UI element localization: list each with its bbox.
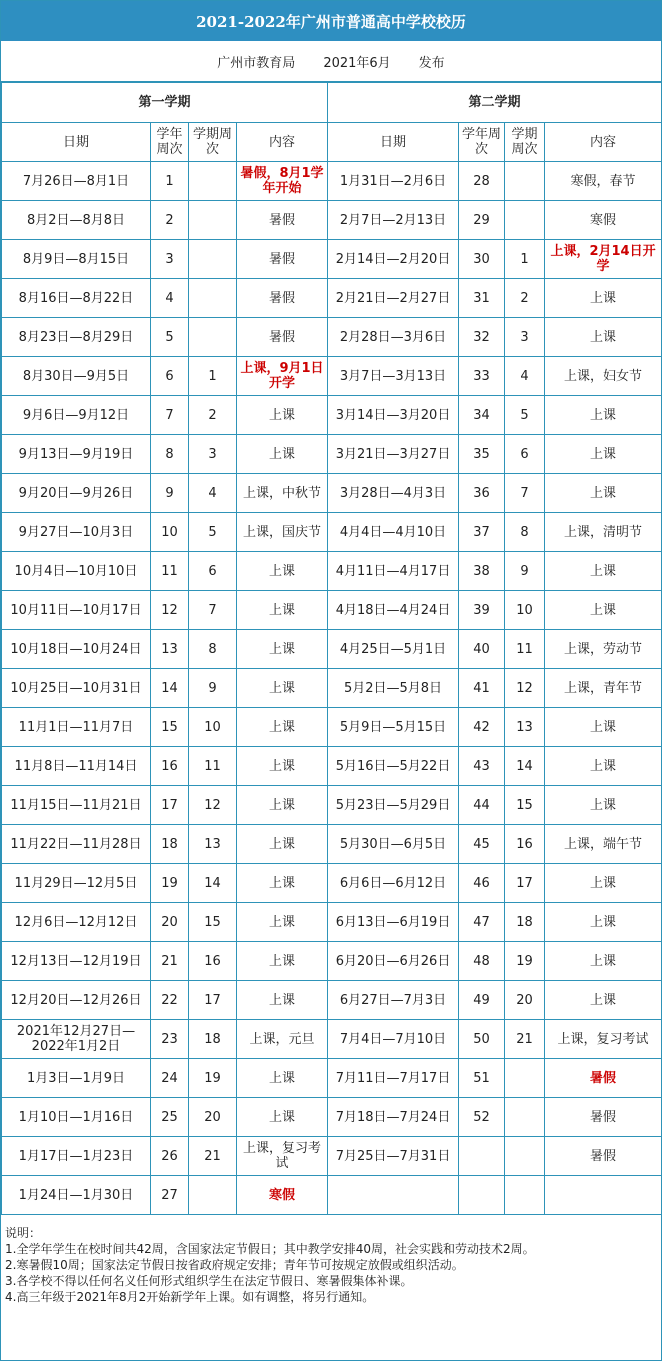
first-date-cell: 8月30日—9月5日 (2, 357, 151, 396)
col-header-date-2: 日期 (328, 123, 459, 162)
first-term-week-cell: 15 (189, 903, 237, 942)
first-school-week-cell: 23 (151, 1020, 189, 1059)
table-row (2, 864, 662, 903)
first-date-cell: 10月11日—10月17日 (2, 591, 151, 630)
second-content-cell: 上课，端午节 (545, 825, 662, 864)
first-date-cell: 8月9日—8月15日 (2, 240, 151, 279)
first-term-week-cell: 5 (189, 513, 237, 552)
second-date-cell: 7月25日—7月31日 (328, 1137, 459, 1176)
first-school-week-cell: 7 (151, 396, 189, 435)
table-row (2, 1020, 662, 1059)
first-term-week-cell: 14 (189, 864, 237, 903)
second-school-week-cell: 31 (459, 279, 505, 318)
second-content-cell: 上课 (545, 981, 662, 1020)
first-school-week-cell: 19 (151, 864, 189, 903)
second-school-week-cell: 48 (459, 942, 505, 981)
table-row (2, 708, 662, 747)
first-school-week-cell: 6 (151, 357, 189, 396)
first-term-week-cell: 7 (189, 591, 237, 630)
second-school-week-cell: 40 (459, 630, 505, 669)
second-school-week-cell: 50 (459, 1020, 505, 1059)
table-row (2, 201, 662, 240)
first-content-cell: 暑假 (237, 240, 328, 279)
first-date-cell: 10月25日—10月31日 (2, 669, 151, 708)
second-content-cell: 寒假，春节 (545, 162, 662, 201)
second-date-cell: 5月9日—5月15日 (328, 708, 459, 747)
first-term-week-cell: 12 (189, 786, 237, 825)
second-date-cell: 4月11日—4月17日 (328, 552, 459, 591)
second-date-cell: 6月13日—6月19日 (328, 903, 459, 942)
first-content-cell: 上课 (237, 981, 328, 1020)
first-school-week-cell: 14 (151, 669, 189, 708)
second-school-week-cell: 29 (459, 201, 505, 240)
first-content-cell: 暑假 (237, 279, 328, 318)
second-date-cell: 6月20日—6月26日 (328, 942, 459, 981)
second-date-cell: 1月31日—2月6日 (328, 162, 459, 201)
first-term-week-cell: 18 (189, 1020, 237, 1059)
first-content-cell: 上课 (237, 630, 328, 669)
second-date-cell: 5月30日—6月5日 (328, 825, 459, 864)
table-row (2, 786, 662, 825)
second-school-week-cell: 51 (459, 1059, 505, 1098)
table-row (2, 591, 662, 630)
second-school-week-cell: 42 (459, 708, 505, 747)
table-row (2, 162, 662, 201)
second-term-week-cell: 17 (505, 864, 545, 903)
first-term-week-cell: 3 (189, 435, 237, 474)
note-item: 2.寒暑假10周；国家法定节假日按省政府规定安排；青年节可按规定放假或组织活动。 (5, 1258, 464, 1272)
table-row (2, 630, 662, 669)
second-term-week-cell: 2 (505, 279, 545, 318)
first-content-cell: 上课 (237, 1098, 328, 1137)
first-content-cell: 上课 (237, 435, 328, 474)
first-school-week-cell: 24 (151, 1059, 189, 1098)
second-date-cell: 3月21日—3月27日 (328, 435, 459, 474)
first-content-cell: 上课 (237, 864, 328, 903)
table-row (2, 552, 662, 591)
second-school-week-cell: 38 (459, 552, 505, 591)
second-school-week-cell: 52 (459, 1098, 505, 1137)
second-term-week-cell: 9 (505, 552, 545, 591)
first-term-week-cell: 8 (189, 630, 237, 669)
first-semester-heading: 第一学期 (2, 83, 328, 123)
second-school-week-cell: 39 (459, 591, 505, 630)
first-school-week-cell: 17 (151, 786, 189, 825)
second-term-week-cell: 20 (505, 981, 545, 1020)
second-content-cell: 上课 (545, 591, 662, 630)
table-row (2, 396, 662, 435)
col-header-date: 日期 (2, 123, 151, 162)
second-content-cell: 上课 (545, 474, 662, 513)
second-content-cell: 上课，复习考试 (545, 1020, 662, 1059)
first-content-cell: 上课，元旦 (237, 1020, 328, 1059)
second-school-week-cell: 32 (459, 318, 505, 357)
col-header-content: 内容 (237, 123, 328, 162)
second-content-cell (545, 1176, 662, 1215)
second-term-week-cell: 4 (505, 357, 545, 396)
calendar-table (1, 82, 662, 1215)
second-content-cell: 上课 (545, 903, 662, 942)
first-content-cell: 上课 (237, 747, 328, 786)
first-date-cell: 1月3日—1月9日 (2, 1059, 151, 1098)
first-content-cell: 暑假 (237, 318, 328, 357)
second-term-week-cell: 14 (505, 747, 545, 786)
second-date-cell: 4月18日—4月24日 (328, 591, 459, 630)
second-school-week-cell: 33 (459, 357, 505, 396)
second-content-cell: 上课，青年节 (545, 669, 662, 708)
first-content-cell: 上课 (237, 396, 328, 435)
second-school-week-cell (459, 1137, 505, 1176)
second-term-week-cell: 21 (505, 1020, 545, 1059)
second-term-week-cell: 8 (505, 513, 545, 552)
table-row (2, 903, 662, 942)
first-date-cell: 10月4日—10月10日 (2, 552, 151, 591)
second-term-week-cell (505, 1098, 545, 1137)
col-header-term-week-2: 学期周次 (505, 123, 545, 162)
first-term-week-cell: 10 (189, 708, 237, 747)
first-term-week-cell (189, 162, 237, 201)
second-content-cell: 上课 (545, 864, 662, 903)
second-date-cell: 3月28日—4月3日 (328, 474, 459, 513)
second-date-cell: 5月23日—5月29日 (328, 786, 459, 825)
first-school-week-cell: 9 (151, 474, 189, 513)
first-date-cell: 12月20日—12月26日 (2, 981, 151, 1020)
col-header-school-week-2: 学年周次 (459, 123, 505, 162)
first-content-cell: 上课 (237, 708, 328, 747)
first-content-cell: 暑假 (237, 201, 328, 240)
second-school-week-cell: 49 (459, 981, 505, 1020)
second-school-week-cell: 34 (459, 396, 505, 435)
table-row (2, 474, 662, 513)
second-content-cell: 上课 (545, 396, 662, 435)
second-school-week-cell: 47 (459, 903, 505, 942)
second-school-week-cell (459, 1176, 505, 1215)
second-content-cell: 上课 (545, 318, 662, 357)
first-term-week-cell: 17 (189, 981, 237, 1020)
first-content-cell: 上课 (237, 786, 328, 825)
second-school-week-cell: 28 (459, 162, 505, 201)
second-term-week-cell: 3 (505, 318, 545, 357)
table-row (2, 240, 662, 279)
note-item: 1.全学年学生在校时间共42周，含国家法定节假日；其中教学安排40周，社会实践和劳动技术2周。 (5, 1242, 535, 1256)
second-content-cell: 上课 (545, 708, 662, 747)
first-term-week-cell: 13 (189, 825, 237, 864)
second-date-cell: 2月21日—2月27日 (328, 279, 459, 318)
col-header-term-week: 学期周次 (189, 123, 237, 162)
second-school-week-cell: 44 (459, 786, 505, 825)
first-term-week-cell: 6 (189, 552, 237, 591)
table-row (2, 1176, 662, 1215)
first-date-cell: 11月8日—11月14日 (2, 747, 151, 786)
first-school-week-cell: 8 (151, 435, 189, 474)
second-date-cell: 3月7日—3月13日 (328, 357, 459, 396)
notes-section (1, 1215, 661, 1305)
second-content-cell: 暑假 (545, 1059, 662, 1098)
first-date-cell: 1月17日—1月23日 (2, 1137, 151, 1176)
second-content-cell: 暑假 (545, 1098, 662, 1137)
first-date-cell: 11月1日—11月7日 (2, 708, 151, 747)
second-content-cell: 上课 (545, 747, 662, 786)
note-item: 3.各学校不得以任何名义任何形式组织学生在法定节假日、寒暑假集体补课。 (5, 1274, 413, 1288)
second-date-cell: 4月25日—5月1日 (328, 630, 459, 669)
second-term-week-cell: 11 (505, 630, 545, 669)
first-content-cell: 上课，国庆节 (237, 513, 328, 552)
first-school-week-cell: 26 (151, 1137, 189, 1176)
first-school-week-cell: 11 (151, 552, 189, 591)
first-school-week-cell: 2 (151, 201, 189, 240)
first-content-cell: 上课 (237, 825, 328, 864)
second-date-cell: 6月6日—6月12日 (328, 864, 459, 903)
page-title: 2021-2022年广州市普通高中学校校历 (1, 1, 661, 41)
first-school-week-cell: 13 (151, 630, 189, 669)
first-term-week-cell (189, 201, 237, 240)
first-date-cell: 9月20日—9月26日 (2, 474, 151, 513)
second-term-week-cell (505, 1137, 545, 1176)
second-term-week-cell: 15 (505, 786, 545, 825)
first-date-cell: 1月10日—1月16日 (2, 1098, 151, 1137)
col-header-content-2: 内容 (545, 123, 662, 162)
first-content-cell: 上课，9月1日开学 (237, 357, 328, 396)
first-school-week-cell: 25 (151, 1098, 189, 1137)
first-date-cell: 8月23日—8月29日 (2, 318, 151, 357)
second-term-week-cell: 19 (505, 942, 545, 981)
first-date-cell: 9月13日—9月19日 (2, 435, 151, 474)
col-header-school-week: 学年周次 (151, 123, 189, 162)
first-date-cell: 2021年12月27日—2022年1月2日 (2, 1020, 151, 1059)
first-term-week-cell (189, 240, 237, 279)
second-date-cell: 5月16日—5月22日 (328, 747, 459, 786)
second-school-week-cell: 46 (459, 864, 505, 903)
first-term-week-cell: 2 (189, 396, 237, 435)
second-term-week-cell (505, 1176, 545, 1215)
second-content-cell: 寒假 (545, 201, 662, 240)
first-school-week-cell: 10 (151, 513, 189, 552)
first-term-week-cell: 19 (189, 1059, 237, 1098)
second-date-cell: 3月14日—3月20日 (328, 396, 459, 435)
first-content-cell: 上课 (237, 591, 328, 630)
publish-date: 2021年6月 (323, 55, 391, 71)
first-date-cell: 12月6日—12月12日 (2, 903, 151, 942)
table-row (2, 942, 662, 981)
first-term-week-cell: 21 (189, 1137, 237, 1176)
second-school-week-cell: 43 (459, 747, 505, 786)
first-content-cell: 寒假 (237, 1176, 328, 1215)
first-school-week-cell: 4 (151, 279, 189, 318)
first-school-week-cell: 18 (151, 825, 189, 864)
second-content-cell: 暑假 (545, 1137, 662, 1176)
first-school-week-cell: 27 (151, 1176, 189, 1215)
table-row (2, 1059, 662, 1098)
table-row (2, 747, 662, 786)
table-row (2, 279, 662, 318)
first-school-week-cell: 22 (151, 981, 189, 1020)
first-content-cell: 上课 (237, 669, 328, 708)
first-term-week-cell: 20 (189, 1098, 237, 1137)
first-term-week-cell: 1 (189, 357, 237, 396)
table-row (2, 1137, 662, 1176)
second-term-week-cell: 10 (505, 591, 545, 630)
first-school-week-cell: 20 (151, 903, 189, 942)
first-date-cell: 12月13日—12月19日 (2, 942, 151, 981)
first-date-cell: 9月6日—9月12日 (2, 396, 151, 435)
first-term-week-cell: 16 (189, 942, 237, 981)
second-term-week-cell: 6 (505, 435, 545, 474)
second-content-cell: 上课 (545, 279, 662, 318)
table-row (2, 318, 662, 357)
first-school-week-cell: 5 (151, 318, 189, 357)
second-date-cell: 2月14日—2月20日 (328, 240, 459, 279)
first-school-week-cell: 21 (151, 942, 189, 981)
second-content-cell: 上课 (545, 435, 662, 474)
first-school-week-cell: 12 (151, 591, 189, 630)
publish-action: 发布 (418, 55, 445, 71)
second-date-cell (328, 1176, 459, 1215)
publisher-org: 广州市教育局 (217, 55, 296, 71)
table-row (2, 981, 662, 1020)
table-row (2, 513, 662, 552)
second-term-week-cell (505, 201, 545, 240)
first-date-cell: 8月2日—8月8日 (2, 201, 151, 240)
second-content-cell: 上课 (545, 786, 662, 825)
first-school-week-cell: 16 (151, 747, 189, 786)
first-term-week-cell: 9 (189, 669, 237, 708)
table-row (2, 1098, 662, 1137)
table-row (2, 825, 662, 864)
first-term-week-cell (189, 1176, 237, 1215)
second-date-cell: 5月2日—5月8日 (328, 669, 459, 708)
second-term-week-cell: 1 (505, 240, 545, 279)
second-content-cell: 上课，清明节 (545, 513, 662, 552)
second-term-week-cell: 16 (505, 825, 545, 864)
second-date-cell: 7月18日—7月24日 (328, 1098, 459, 1137)
second-term-week-cell (505, 162, 545, 201)
second-date-cell: 7月4日—7月10日 (328, 1020, 459, 1059)
first-term-week-cell: 4 (189, 474, 237, 513)
second-term-week-cell: 13 (505, 708, 545, 747)
second-date-cell: 6月27日—7月3日 (328, 981, 459, 1020)
first-content-cell: 上课 (237, 1059, 328, 1098)
first-school-week-cell: 3 (151, 240, 189, 279)
first-term-week-cell (189, 318, 237, 357)
second-date-cell: 4月4日—4月10日 (328, 513, 459, 552)
notes-heading: 说明： (5, 1226, 42, 1240)
second-school-week-cell: 30 (459, 240, 505, 279)
first-term-week-cell: 11 (189, 747, 237, 786)
second-content-cell: 上课，2月14日开学 (545, 240, 662, 279)
table-row (2, 357, 662, 396)
table-row (2, 669, 662, 708)
second-school-week-cell: 35 (459, 435, 505, 474)
note-item: 4.高三年级于2021年8月2开始新学年上课。如有调整，将另行通知。 (5, 1290, 375, 1304)
second-content-cell: 上课，劳动节 (545, 630, 662, 669)
first-date-cell: 10月18日—10月24日 (2, 630, 151, 669)
first-date-cell: 11月22日—11月28日 (2, 825, 151, 864)
second-school-week-cell: 41 (459, 669, 505, 708)
second-term-week-cell: 18 (505, 903, 545, 942)
first-content-cell: 上课 (237, 552, 328, 591)
second-school-week-cell: 36 (459, 474, 505, 513)
first-content-cell: 暑假，8月1学年开始 (237, 162, 328, 201)
table-row (2, 435, 662, 474)
second-content-cell: 上课，妇女节 (545, 357, 662, 396)
first-content-cell: 上课 (237, 942, 328, 981)
publish-info (1, 41, 661, 82)
first-date-cell: 8月16日—8月22日 (2, 279, 151, 318)
second-term-week-cell: 5 (505, 396, 545, 435)
first-date-cell: 1月24日—1月30日 (2, 1176, 151, 1215)
first-content-cell: 上课 (237, 903, 328, 942)
first-date-cell: 9月27日—10月3日 (2, 513, 151, 552)
second-date-cell: 2月7日—2月13日 (328, 201, 459, 240)
first-school-week-cell: 15 (151, 708, 189, 747)
first-content-cell: 上课，中秋节 (237, 474, 328, 513)
second-term-week-cell: 7 (505, 474, 545, 513)
first-date-cell: 7月26日—8月1日 (2, 162, 151, 201)
second-term-week-cell (505, 1059, 545, 1098)
second-school-week-cell: 45 (459, 825, 505, 864)
second-date-cell: 7月11日—7月17日 (328, 1059, 459, 1098)
first-date-cell: 11月15日—11月21日 (2, 786, 151, 825)
second-content-cell: 上课 (545, 552, 662, 591)
first-content-cell: 上课，复习考试 (237, 1137, 328, 1176)
second-content-cell: 上课 (545, 942, 662, 981)
first-date-cell: 11月29日—12月5日 (2, 864, 151, 903)
second-school-week-cell: 37 (459, 513, 505, 552)
first-school-week-cell: 1 (151, 162, 189, 201)
first-term-week-cell (189, 279, 237, 318)
second-term-week-cell: 12 (505, 669, 545, 708)
second-date-cell: 2月28日—3月6日 (328, 318, 459, 357)
second-semester-heading: 第二学期 (328, 83, 662, 123)
